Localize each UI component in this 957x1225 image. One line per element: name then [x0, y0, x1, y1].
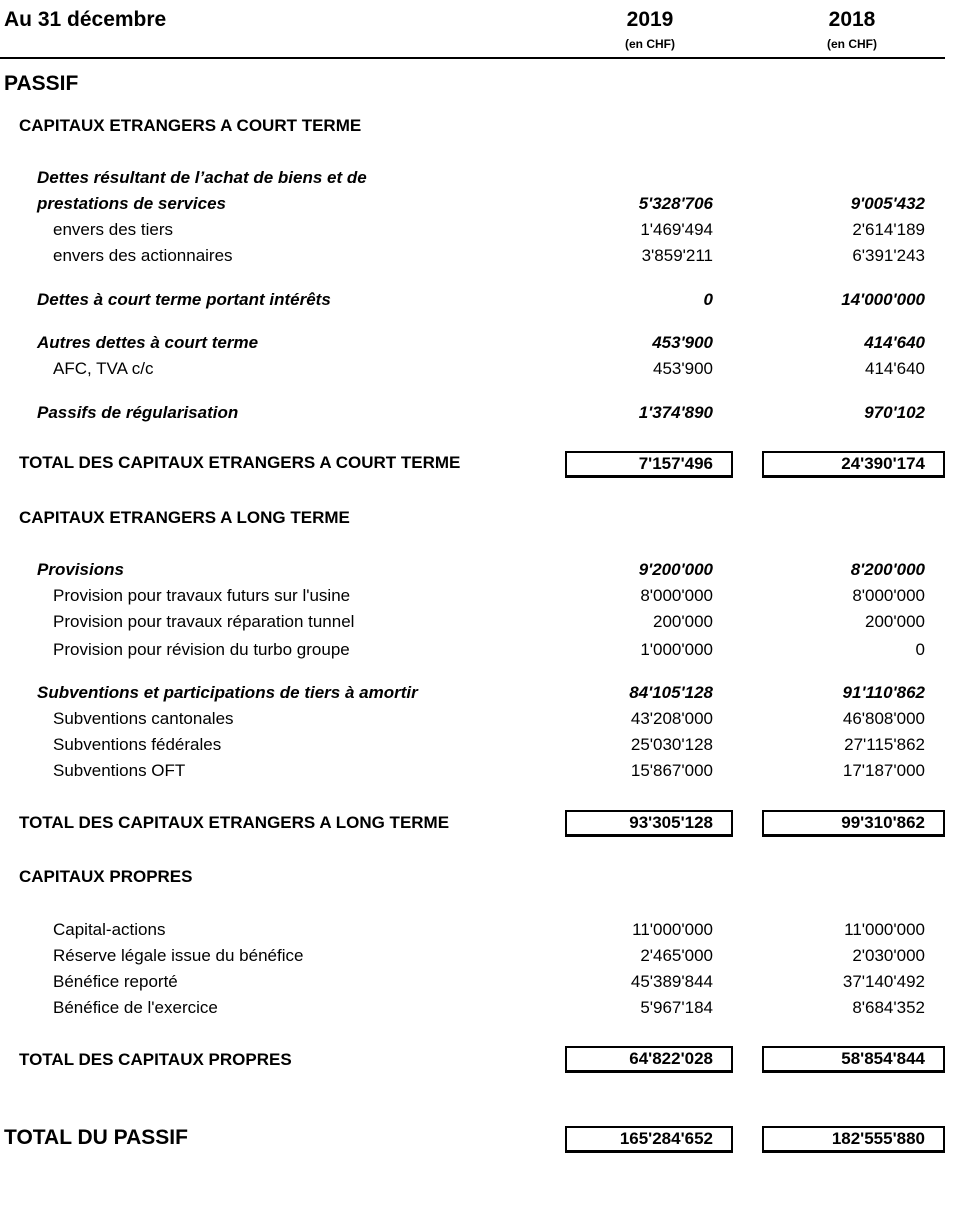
line-item-label: AFC, TVA c/c: [53, 359, 154, 378]
line-item-value-2019: 1'000'000: [640, 640, 713, 659]
line-item-value-2018: 17'187'000: [842, 761, 925, 778]
group-label-subventions: Subventions et participations de tiers à amortir: [37, 683, 418, 702]
header-divider: [0, 57, 945, 59]
line-item-value-2018: 414'640: [865, 359, 925, 378]
clipped-row: [0, 758, 957, 778]
line-item-value-2019: 5'967'184: [640, 998, 713, 1017]
line-item-label: Provision pour travaux futurs sur l'usine: [53, 586, 351, 605]
line-item-value-2018: 2'030'000: [852, 946, 925, 965]
total-box-2018: 58'854'844: [762, 1046, 945, 1073]
group-value-2018: 8'200'000: [850, 560, 925, 579]
year-2018-header: 2018: [828, 8, 876, 31]
unit-2018-label: (en CHF): [827, 37, 877, 51]
total-box-2018: 24'390'174: [762, 451, 945, 478]
section-heading-propres: CAPITAUX PROPRES: [19, 867, 193, 886]
group-value-2019: 453'900: [652, 333, 713, 352]
group-value-2019: 5'328'706: [638, 194, 713, 213]
line-item-value-2018: 0: [915, 640, 925, 659]
total-box-2018: 99'310'862: [762, 810, 945, 837]
line-item-value-2018: 6'391'243: [852, 246, 925, 265]
line-item-label: envers des actionnaires: [53, 246, 233, 265]
total-label-propres: TOTAL DES CAPITAUX PROPRES: [19, 1050, 292, 1069]
passif-heading: PASSIF: [4, 72, 79, 95]
line-item-value-2019: 15'867'000: [630, 761, 713, 778]
line-item-value-2019: 453'900: [653, 359, 713, 378]
line-item-label: Subventions cantonales: [53, 709, 234, 728]
group-value-2019: 9'200'000: [638, 560, 713, 579]
group-value-2019: 0: [703, 290, 713, 309]
group-value-2018: 414'640: [864, 333, 925, 352]
line-item-value-2019: 200'000: [653, 612, 713, 631]
line-item-value-2019: 43'208'000: [630, 709, 713, 728]
group-label-dettes-interets: Dettes à court terme portant intérêts: [37, 290, 331, 309]
line-item-label: Provision pour travaux réparation tunnel: [53, 612, 355, 631]
group-label-passifs-regul: Passifs de régularisation: [37, 403, 239, 422]
line-item-value-2018: 46'808'000: [842, 709, 925, 728]
line-item-label: Capital-actions: [53, 920, 166, 939]
total-box-2019: 7'157'496: [565, 451, 733, 478]
line-item-label: Réserve légale issue du bénéfice: [53, 946, 304, 965]
section-heading-long-terme: CAPITAUX ETRANGERS A LONG TERME: [19, 508, 350, 527]
line-item-label: Bénéfice reporté: [53, 972, 178, 991]
line-item-value-2018: 8'000'000: [852, 586, 925, 605]
section-heading-court-terme: CAPITAUX ETRANGERS A COURT TERME: [19, 116, 362, 135]
line-item-value-2019: 8'000'000: [640, 586, 713, 605]
group-label-dettes-achat-line1: Dettes résultant de l’achat de biens et de: [37, 168, 367, 187]
total-passif-box-2019: 165'284'652: [565, 1126, 733, 1153]
line-item-label: envers des tiers: [53, 220, 173, 239]
line-item-value-2018: 8'684'352: [852, 998, 925, 1017]
group-value-2018: 91'110'862: [842, 683, 925, 702]
group-value-2018: 14'000'000: [841, 290, 925, 309]
line-item-value-2019: 25'030'128: [630, 735, 713, 754]
line-item-value-2019: 1'469'494: [640, 220, 713, 239]
total-passif-box-2018: 182'555'880: [762, 1126, 945, 1153]
group-value-2018: 970'102: [864, 403, 925, 422]
line-item-value-2019: 3'859'211: [641, 246, 713, 265]
line-item-value-2018: 2'614'189: [852, 220, 925, 239]
group-value-2019: 84'105'128: [629, 683, 713, 702]
total-box-2019: 93'305'128: [565, 810, 733, 837]
line-item-value-2018: 11'000'000: [844, 920, 925, 939]
group-label-provisions: Provisions: [37, 560, 124, 579]
line-item-label: Provision pour révision du turbo groupe: [53, 640, 350, 659]
group-label-autres-dettes: Autres dettes à court terme: [37, 333, 259, 352]
total-box-2019: 64'822'028: [565, 1046, 733, 1073]
line-item-value-2018: 200'000: [865, 612, 925, 631]
line-item-label: Bénéfice de l'exercice: [53, 998, 218, 1017]
line-item-value-2019: 2'465'000: [640, 946, 713, 965]
total-label-court-terme: TOTAL DES CAPITAUX ETRANGERS A COURT TERME: [19, 453, 461, 472]
group-label-dettes-achat-line2: prestations de services: [37, 194, 226, 213]
line-item-label: Subventions OFT: [53, 761, 186, 778]
line-item-value-2019: 45'389'844: [630, 972, 713, 991]
group-value-2018: 9'005'432: [850, 194, 925, 213]
line-item-label: Subventions fédérales: [53, 735, 222, 754]
year-2019-header: 2019: [626, 8, 674, 31]
line-item-value-2018: 37'140'492: [842, 972, 925, 991]
line-item-value-2018: 27'115'862: [844, 735, 925, 754]
page-title: Au 31 décembre: [4, 8, 167, 31]
total-passif-label: TOTAL DU PASSIF: [4, 1126, 188, 1149]
line-item-value-2019: 11'000'000: [632, 920, 713, 939]
group-value-2019: 1'374'890: [638, 403, 713, 422]
unit-2019-label: (en CHF): [625, 37, 675, 51]
total-label-long-terme: TOTAL DES CAPITAUX ETRANGERS A LONG TERME: [19, 813, 450, 832]
